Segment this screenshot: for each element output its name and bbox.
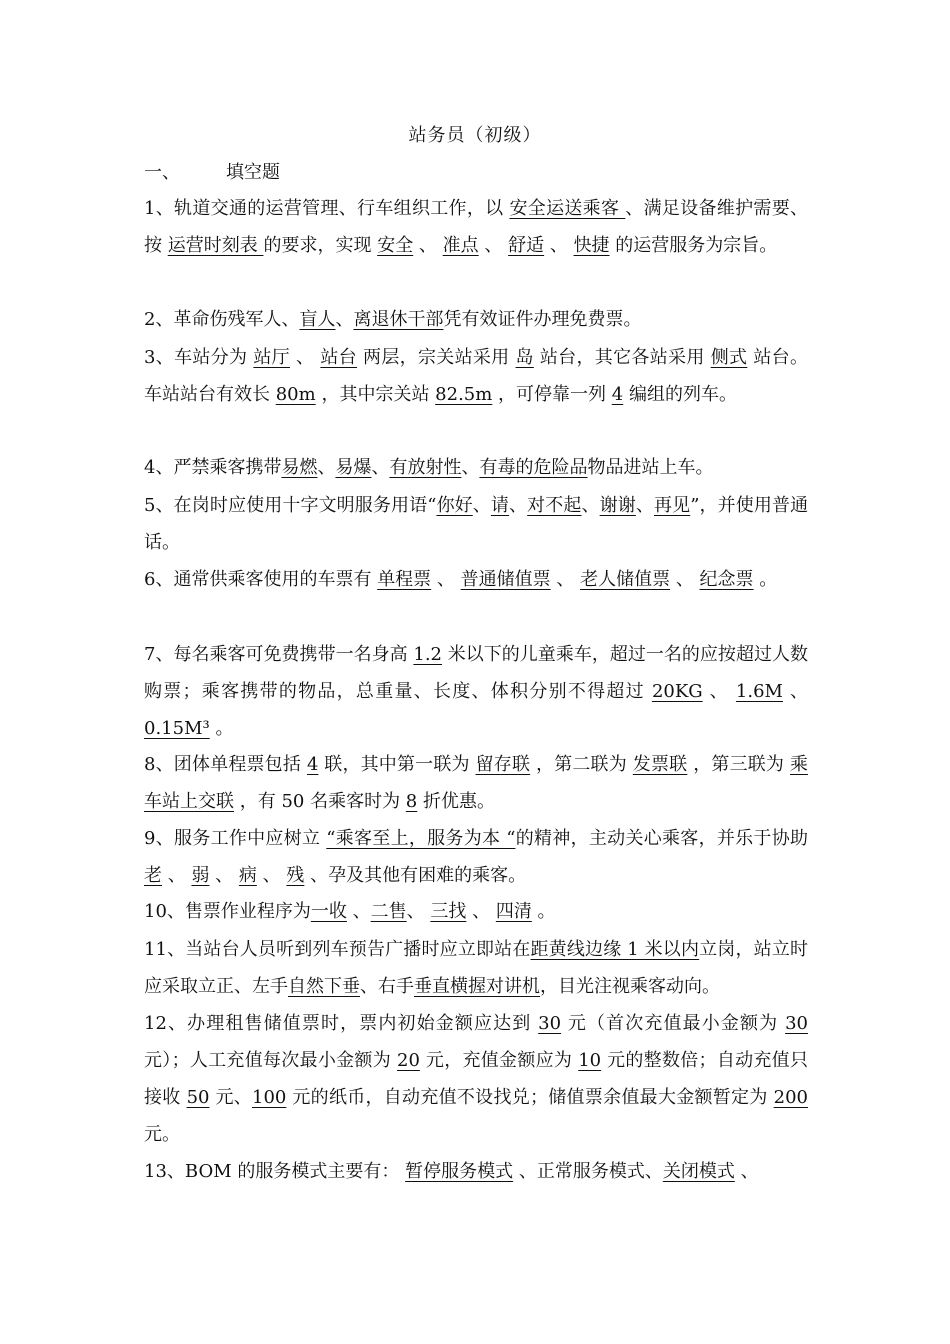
answer-blank: 谢谢 (599, 495, 636, 516)
answer-blank: 留存联 (475, 754, 531, 775)
answer-blank: 对不起 (527, 495, 582, 516)
answer-blank: 普通储值票 (460, 569, 551, 590)
answer-blank: 四清 (495, 901, 532, 922)
answer-blank: 安全 (377, 235, 414, 256)
question-text: 的要求，实现 (263, 235, 378, 256)
question-text: 、 (371, 457, 390, 478)
answer-blank: 准点 (442, 235, 479, 256)
question-7 (144, 636, 808, 747)
answer-blank: 再见 (654, 495, 691, 516)
answer-blank: 20KG (651, 681, 703, 702)
question-text: 、 (550, 569, 581, 590)
question-text: 元。 (144, 1124, 180, 1145)
question-text: 8、团体单程票包括 (144, 754, 307, 775)
question-text: 、 (734, 1161, 759, 1182)
question-text: 物品进站上车。 (587, 457, 714, 478)
answer-blank: 1.2 (413, 644, 443, 665)
answer-blank: 残 (286, 865, 305, 886)
question-text: 站台，其它各站采用 (533, 347, 711, 368)
question-text: 9、服务工作中应树立 (144, 828, 327, 849)
question-text: 元的整数倍；自动充值只接收 (144, 1050, 808, 1108)
answer-blank: 纪念票 (699, 569, 754, 590)
answer-blank: 200 (773, 1087, 808, 1108)
answer-blank: 安全运送乘客 (509, 198, 626, 219)
question-text: 1、轨道交通的运营管理、行车组织工作，以 (144, 198, 510, 219)
answer-blank: 10 (578, 1050, 602, 1071)
answer-blank: 岛 (515, 347, 534, 368)
question-text: 、 (335, 309, 354, 330)
answer-blank: 老人储值票 (580, 569, 671, 590)
answer-blank: 三找 (430, 901, 467, 922)
answer-blank: 一收 (310, 901, 347, 922)
question-text: 、 (702, 681, 736, 702)
question-text: 元）；人工充值每次最小金额为 (144, 1050, 397, 1071)
question-text: 、 (478, 235, 509, 256)
question-6 (144, 561, 808, 598)
answer-blank: 乘车站上交联 (144, 754, 808, 812)
answer-blank: 8 (405, 791, 418, 812)
answer-blank: 你好 (436, 495, 473, 516)
question-text: 5、在岗时应使用十字文明服务用语“ (144, 495, 437, 516)
answer-blank: 单程票 (377, 569, 432, 590)
question-text: 12、办理租售储值票时，票内初始金额应达到 (144, 1013, 539, 1034)
answer-blank: 站厅 (253, 347, 290, 368)
answer-blank: 50 (186, 1087, 210, 1108)
question-text: ，其中宗关站 (315, 384, 436, 405)
question-text: 、 (413, 235, 443, 256)
question-text: 13、BOM 的服务模式主要有： (144, 1161, 406, 1182)
answer-blank: 离退休干部 (353, 309, 444, 330)
question-text: 元（首次充值最小金额为 (561, 1013, 786, 1034)
answer-blank: 盲人 (299, 309, 336, 330)
page-title: 站务员（初级） (408, 125, 542, 146)
answer-blank: 发票联 (632, 754, 688, 775)
answer-blank: 老 (144, 865, 162, 886)
question-1 (144, 190, 808, 264)
question-text: 。 (531, 901, 556, 922)
answer-blank: 弱 (191, 865, 210, 886)
question-text: 。 (209, 718, 234, 739)
question-text: 、 (782, 681, 808, 702)
question-13 (144, 1153, 808, 1190)
question-text: 立岗，站立时应采取立正、左手 (144, 939, 808, 997)
answer-blank: 快捷 (573, 235, 610, 256)
question-5 (144, 487, 808, 561)
question-text: 站台。车站站台有效长 (144, 347, 808, 405)
question-text: 、 (346, 901, 371, 922)
question-text: 7、每名乘客可免费携带一名身高 (144, 644, 414, 665)
answer-blank: 二售 (370, 901, 407, 922)
question-text: 两层，宗关站采用 (356, 347, 516, 368)
question-text: 、右手 (360, 976, 414, 997)
section-label: 填空题 (226, 162, 280, 183)
question-2 (144, 301, 808, 338)
answer-blank: 4 (611, 384, 624, 405)
question-text: 4、严禁乘客携带 (144, 457, 282, 478)
answer-blank: 有放射性 (389, 457, 462, 478)
answer-blank: 站台 (320, 347, 357, 368)
answer-blank: 易爆 (335, 457, 372, 478)
answer-blank: 自然下垂 (288, 976, 360, 997)
answer-blank: 100 (252, 1087, 287, 1108)
question-text: 、 (461, 457, 480, 478)
question-text: 元、 (209, 1087, 253, 1108)
answer-blank: 距黄线边缘 1 米以内 (530, 939, 700, 960)
question-text: 3、车站分为 (144, 347, 254, 368)
question-text: 联，其中第一联为 (318, 754, 476, 775)
answer-blank: 有毒的危险品 (479, 457, 588, 478)
answer-blank: 1.6M (735, 681, 783, 702)
question-4 (144, 449, 808, 486)
question-text: 凭有效证件办理免费票。 (443, 309, 642, 330)
question-text: ，第三联为 (687, 754, 790, 775)
question-text: 折优惠。 (417, 791, 495, 812)
answer-blank: 暂停服务模式 (405, 1161, 514, 1182)
question-text: 、 (544, 235, 574, 256)
question-text: 的精神，主动关心乘客，并乐于协助 (515, 828, 808, 849)
question-text: 、 (162, 865, 192, 886)
section-heading (144, 158, 280, 184)
question-text: 、 (289, 347, 321, 368)
question-text: 、 (670, 569, 700, 590)
question-text: 、满足设备维护需要、按 (144, 198, 808, 256)
question-text: 10、售票作业程序为 (144, 901, 311, 922)
question-text: ，第二联为 (530, 754, 633, 775)
question-10 (144, 893, 808, 930)
answer-blank: 易燃 (281, 457, 318, 478)
question-12 (144, 1005, 808, 1153)
question-text: 、正常服务模式、 (513, 1161, 663, 1182)
question-text: 、 (256, 865, 287, 886)
question-9 (144, 820, 808, 894)
question-text: 元的纸币，自动充值不设找兑；储值票余值最大金额暂定为 (286, 1087, 774, 1108)
answer-blank: 病 (238, 865, 257, 886)
answer-blank: 请 (490, 495, 510, 516)
question-text: 、 (466, 901, 496, 922)
question-text: 的运营服务为宗旨。 (609, 235, 778, 256)
question-text: ”，并使用普通话。 (144, 495, 809, 553)
question-text: 、 (472, 495, 491, 516)
question-text: 6、通常供乘客使用的车票有 (144, 569, 378, 590)
question-text: ，有 50 名乘客时为 (234, 791, 406, 812)
section-number: 一、 (144, 162, 180, 183)
answer-blank: 20 (397, 1050, 420, 1071)
question-text: 、 (635, 495, 654, 516)
answer-blank: 侧式 (710, 347, 748, 368)
question-text: 、 (431, 569, 461, 590)
answer-blank: 30 (538, 1013, 562, 1034)
question-text: 、 (209, 865, 239, 886)
answer-blank: 82.5m (435, 384, 493, 405)
question-text: 、孕及其他有困难的乘客。 (304, 865, 527, 886)
question-text: 编组的列车。 (623, 384, 737, 405)
answer-blank: 关闭模式 (662, 1161, 735, 1182)
answer-blank: 运营时刻表 (167, 235, 264, 256)
question-3 (144, 339, 808, 413)
answer-blank: 80m (275, 384, 316, 405)
question-8 (144, 746, 808, 820)
question-text: 、 (317, 457, 336, 478)
answer-blank: “乘客至上，服务为本 “ (326, 828, 516, 849)
answer-blank: 4 (306, 754, 319, 775)
question-text: 米以下的儿童乘车，超过一名的应按超过人数购票；乘客携带的物品，总重量、长度、体积分别不得超过 (144, 644, 808, 702)
question-text: 11、当站台人员听到列车预告广播时应立即站在 (144, 939, 531, 960)
question-11 (144, 931, 808, 1005)
question-text: ，可停靠一列 (492, 384, 612, 405)
question-text: 元，充值金额应为 (419, 1050, 579, 1071)
answer-blank: 垂直横握对讲机 (414, 976, 540, 997)
question-text: 、 (581, 495, 600, 516)
question-text: 、 (509, 495, 528, 516)
answer-blank: 30 (785, 1013, 808, 1034)
question-text: 。 (753, 569, 778, 590)
question-text: 2、革命伤残军人、 (144, 309, 300, 330)
answer-blank: 舒适 (508, 235, 545, 256)
answer-blank: 0.15M³ (144, 718, 210, 739)
question-text: ，目光注视乘客动向。 (540, 976, 720, 997)
question-text: 、 (406, 901, 431, 922)
